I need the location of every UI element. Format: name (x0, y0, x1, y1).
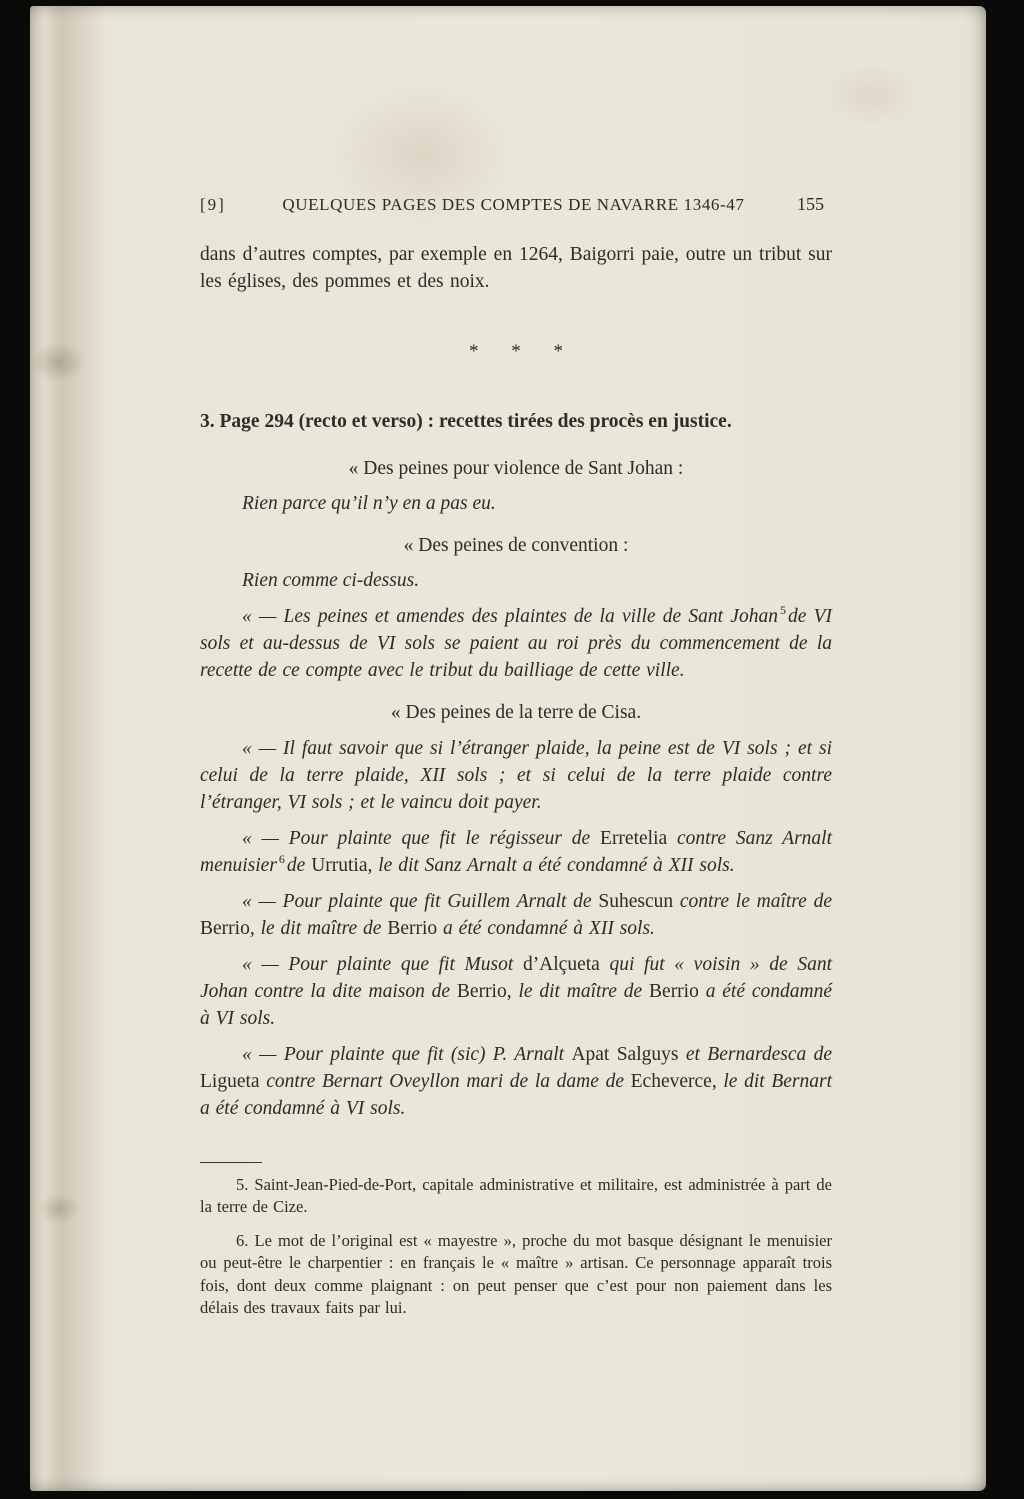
text-segment: de (286, 854, 312, 876)
section-heading: 3. Page 294 (recto et verso) : recettes tirées des procès en justice. (200, 411, 732, 432)
running-header (200, 194, 832, 215)
asterisk-separator: * * * (469, 341, 577, 362)
text-block-para (200, 603, 832, 684)
text-segment: « — Pour plainte que fit Musot (242, 953, 523, 975)
text-segment: contre Bernart Oveyllon mari de la dame de (259, 1070, 631, 1092)
footnote-ref: 6 (278, 852, 285, 866)
text-block-para (200, 825, 832, 879)
running-title: QUELQUES PAGES DES COMPTES DE NAVARRE 1346-47 (282, 195, 745, 214)
text-segment: « Des peines de la terre de Cisa. (390, 701, 642, 723)
text-segment: le dit maître de (254, 917, 388, 939)
text-block-center (200, 532, 832, 559)
footnotes (200, 1174, 832, 1320)
text-segment: contre Sanz Arnalt menuisier (200, 827, 833, 876)
text-segment: Rien parce qu’il n’y en a pas eu. (242, 492, 496, 514)
gathering-number: [9] (200, 195, 226, 214)
text-segment: de VI sols et au-dessus de VI sols se paient au roi près du commencement de la recette de ce compte avec le tribut du bailliage de cette ville. (200, 605, 832, 681)
text-block-para (200, 1041, 832, 1122)
text-segment: « — Il faut savoir que si l’étranger plaide, la peine est de VI sols ; et si celui de la terre plaide, XII sols ; et si celui de la terre plaide contre l’étranger, VI sols ; et le vaincu doit payer. (200, 737, 832, 813)
text-segment: qui fut « voisin » de Sant Johan contre la dite maison de (200, 953, 833, 1002)
text-block-para (200, 951, 832, 1032)
text-segment: Berrio (649, 980, 699, 1002)
page-number: 155 (797, 194, 824, 214)
text-segment: Berrio (387, 917, 438, 939)
text-segment: 5. Saint-Jean-Pied-de-Port, capitale administrative et militaire, est administrée à part de la terre de Cize. (200, 1174, 832, 1216)
text-segment: a été condamné à VI sols. (200, 980, 832, 1029)
text-segment: Erretelia (600, 827, 668, 849)
text-segment: Apat Salguys (571, 1043, 679, 1065)
body-blocks (200, 455, 832, 1122)
text-block-reply (200, 490, 832, 517)
text-segment: Berrio, (200, 917, 255, 939)
text-segment: Echeverce, (630, 1070, 717, 1092)
text-segment: et Bernardesca de (678, 1043, 833, 1065)
page-content (200, 194, 832, 1320)
text-segment: le dit Sanz Arnalt a été condamné à XII sols. (372, 854, 735, 876)
text-segment: « Des peines pour violence de Sant Johan : (348, 457, 684, 479)
text-segment: le dit Bernart a été condamné à VI sols. (200, 1070, 832, 1119)
text-segment: le dit maître de (511, 980, 650, 1002)
text-segment: d’Alçueta (522, 953, 600, 975)
book-page (30, 6, 986, 1491)
text-block-center (200, 699, 832, 726)
text-block-center (200, 455, 832, 482)
text-segment: 6. Le mot de l’original est « mayestre », proche du mot basque désignant le menuisier ou peut-être le charpentier : en français le « maître » artisan. Ce personnage apparaît trois fois, dont deux comme plaignant : on peut penser que c’est pour non paiement dans les délais des travaux faits par lui. (200, 1230, 832, 1317)
text-block-para (200, 888, 832, 942)
footnote-rule (200, 1162, 262, 1163)
text-segment: « — Pour plainte que fit le régisseur de (242, 827, 601, 849)
text-segment: Berrio, (456, 980, 512, 1002)
footnote (200, 1174, 832, 1219)
text-segment: contre le maître de (673, 890, 832, 912)
text-segment: a été condamné à XII sols. (437, 917, 655, 939)
text-segment: « Des peines de convention : (403, 534, 629, 556)
footnote (200, 1230, 832, 1320)
intro-paragraph: dans d’autres comptes, par exemple en 1264, Baigorri paie, outre un tribut sur les églises, des pommes et des noix. (200, 244, 832, 292)
text-segment: Urrutia, (311, 854, 373, 876)
text-segment: « — Les peines et amendes des plaintes de la ville de Sant Johan (242, 605, 778, 627)
footnote-ref: 5 (779, 603, 786, 617)
text-block-reply (200, 567, 832, 594)
text-segment: « — Pour plainte que fit Guillem Arnalt de (242, 890, 599, 912)
text-segment: « — Pour plainte que fit (sic) P. Arnalt (242, 1043, 572, 1065)
text-segment: Rien comme ci-dessus. (242, 569, 420, 591)
text-block-para (200, 735, 832, 816)
text-segment: Ligueta (200, 1070, 260, 1092)
text-segment: Suhescun (598, 890, 674, 912)
